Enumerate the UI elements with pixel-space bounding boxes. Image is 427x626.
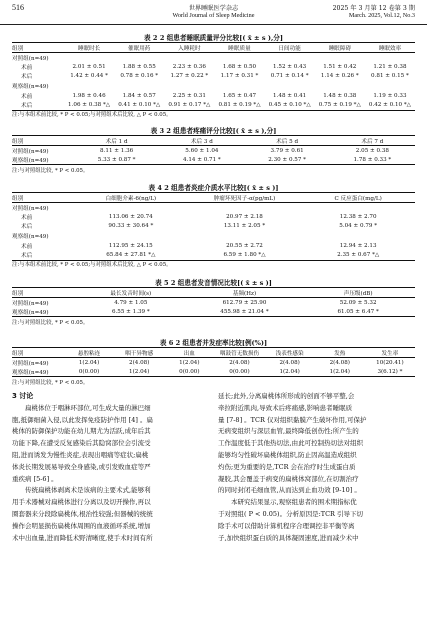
table2-cell bbox=[114, 53, 164, 63]
table2-cell: 1.48 ± 0.38 bbox=[323, 92, 357, 99]
table5-header-cell: 组别 bbox=[12, 288, 74, 298]
table6-note: 注:与对照组比较, * P < 0.05。 bbox=[12, 380, 89, 386]
table5-header-cell: 声压级(dB) bbox=[301, 288, 415, 298]
table2-row-label: 术后 bbox=[12, 100, 64, 110]
table3-header-cell: 术后 7 d bbox=[330, 136, 415, 146]
body-text-line: 灼伤;更为重要的是,TCR 会在治疗时生成蛋白质 bbox=[218, 462, 356, 471]
table3-row-label: 对照组(n=49) bbox=[12, 148, 49, 155]
table5-cell: 61.05 ± 6.47 * bbox=[301, 307, 415, 317]
table3-cell: 2.05 ± 0.38 bbox=[355, 147, 389, 154]
table2-cell: 1.68 ± 0.50 bbox=[222, 63, 257, 70]
table4-cell: 112.95 ± 24.15 bbox=[108, 242, 153, 249]
table2-cell: 0.91 ± 0.17 *△ bbox=[164, 100, 214, 110]
table2-row-label: 观察组(n=49) bbox=[12, 84, 49, 91]
body-text-line: 体炎长期发展易导致全身感染,或引发败血症等严 bbox=[12, 462, 151, 471]
table2-cell: 0.78 ± 0.16 * bbox=[120, 73, 159, 80]
table2-cell: 0.45 ± 0.10 *△ bbox=[265, 100, 315, 110]
table2-row bbox=[12, 72, 415, 82]
table4-header-cell: 白细胞介素-6(ng/L) bbox=[74, 193, 188, 203]
body-text-line: 于对照组( P < 0.05)。分析原因是:TCR 引导下切 bbox=[218, 509, 364, 518]
table4-cell: 20.55 ± 2.72 bbox=[226, 242, 263, 249]
table6 bbox=[12, 347, 415, 377]
table4-row-label: 术前 bbox=[21, 243, 33, 250]
body-text-line: 延长;此外,分离扁桃体所形成的创面不够平整,会 bbox=[218, 392, 355, 400]
table4-cell bbox=[188, 203, 302, 213]
table2-cell: 1.98 ± 0.46 bbox=[72, 92, 106, 99]
table2-cell bbox=[164, 81, 214, 91]
table4-row bbox=[12, 241, 415, 251]
table6-cell: 1(2.04) bbox=[78, 359, 100, 366]
table2-row-label: 术前 bbox=[21, 64, 33, 71]
table3-cell: 8.11 ± 1.36 bbox=[100, 147, 134, 154]
table6-header-cell: 发生率 bbox=[365, 348, 415, 358]
table4-row bbox=[12, 203, 415, 213]
table6-cell: 2(4.08) bbox=[329, 359, 350, 366]
body-text-line: 牵拉附近肌肉,导致术后疼痛感,影响患者睡眠质 bbox=[218, 403, 353, 412]
table3-cell: 5.33 ± 0.87 * bbox=[74, 155, 159, 165]
table5-cell: 52.09 ± 5.32 bbox=[339, 299, 377, 306]
table2-cell: 1.06 ± 0.38 *△ bbox=[64, 100, 114, 110]
table2-row-label: 术后 bbox=[21, 74, 33, 81]
table2-cell bbox=[114, 81, 164, 91]
table6-cell: 0(0.00) bbox=[64, 367, 114, 377]
body-text-line: 桃体的防御保护功能在幼儿期尤为活跃,成年后其 bbox=[12, 427, 151, 436]
table2-title: 表 2 2 组患者睡眠质量评分比较[( x̄ ± s ),分] bbox=[144, 34, 283, 42]
table2-cell bbox=[365, 81, 415, 91]
body-text-line: 用手术器械对扁桃体进行分离以及切开操作,再以 bbox=[12, 498, 151, 507]
table6-cell: 1(2.04) bbox=[114, 367, 164, 377]
table4-row bbox=[12, 212, 415, 222]
table6-cell: 1(2.04) bbox=[265, 367, 315, 377]
table5-cell: 612.79 ± 25.90 bbox=[222, 299, 267, 306]
table2-header-cell: 睡眠效率 bbox=[365, 43, 415, 53]
body-text-line: 传统扁桃体剥离术是该病的主要术式,能够利 bbox=[25, 486, 151, 495]
body-text-line: 功能下降,在遭受反复感染后其隐窝部位会引流受 bbox=[12, 439, 151, 448]
table2-row bbox=[12, 100, 415, 110]
table6-cell: 10(20.41) bbox=[376, 359, 404, 366]
table3-cell: 1.78 ± 0.33 * bbox=[330, 155, 415, 165]
table2-row bbox=[12, 81, 415, 91]
body-text-line: 术中出血量,进而降低术野清晰度,使手术时间有所 bbox=[12, 533, 153, 542]
table4-cell: 20.97 ± 2.18 bbox=[226, 213, 263, 220]
table2-cell: 2.25 ± 0.31 bbox=[172, 92, 206, 99]
body-text-line: 除手术可以借助计算机程序合理调控非平衡等离 bbox=[218, 521, 355, 530]
journal-title-cn: 世界睡眠医学杂志 bbox=[188, 5, 239, 12]
table5-cell: 6.55 ± 1.39 * bbox=[74, 307, 188, 317]
table2-cell: 1.88 ± 0.55 bbox=[122, 63, 156, 70]
table5-row bbox=[12, 307, 415, 317]
table2-header-cell: 睡眠质量 bbox=[214, 43, 264, 53]
issue-info-en: March. 2025, Vol.12, No.3 bbox=[348, 12, 415, 19]
table4-cell: 5.04 ± 0.79 * bbox=[339, 223, 378, 230]
table6-header-cell: 发热 bbox=[315, 348, 365, 358]
table2 bbox=[12, 42, 415, 111]
table2-cell: 0.42 ± 0.10 *△ bbox=[365, 100, 415, 110]
table2-row bbox=[12, 91, 415, 101]
table4-note: 注:与本组术前比较, * P < 0.05;与对照组术后比较, △ P < 0.05。 bbox=[12, 262, 172, 268]
table4-row bbox=[12, 231, 415, 241]
body-text-line: 无病变组织与深层血管,最终降低创伤性;所产生的 bbox=[218, 427, 359, 436]
table4-cell: 12.94 ± 2.13 bbox=[339, 242, 377, 249]
table3-header-cell: 术后 3 d bbox=[159, 136, 244, 146]
table6-cell: 1(2.04) bbox=[179, 359, 200, 366]
table2-header-cell: 入睡耗时 bbox=[164, 43, 214, 53]
table3-row-label: 观察组(n=49) bbox=[12, 155, 74, 165]
table4-row-label: 观察组(n=49) bbox=[12, 234, 49, 241]
body-text-line: 扁桃体位于咽淋环部位,可生成大量的淋巴细 bbox=[25, 403, 151, 412]
table4-cell bbox=[188, 231, 302, 241]
table5-cell: 4.79 ± 1.05 bbox=[114, 299, 148, 306]
table4-cell: 90.33 ± 30.64 * bbox=[108, 223, 154, 230]
table3-title: 表 3 2 组患者疼痛评分比较[( x̄ ± s ),分] bbox=[150, 127, 277, 135]
table6-cell: 0(0.00) bbox=[164, 367, 214, 377]
table6-cell: 1(2.04) bbox=[315, 367, 365, 377]
body-right-column bbox=[218, 391, 415, 544]
body-text-line: 子,加快组织蛋白质的具体凝固速度,进而减少术中 bbox=[218, 533, 359, 542]
table2-cell: 1.65 ± 0.47 bbox=[222, 92, 257, 99]
table2-cell: 0.75 ± 0.19 *△ bbox=[315, 100, 365, 110]
table5-cell: 455.98 ± 21.04 * bbox=[188, 307, 302, 317]
table4-header-cell: 肿瘤坏死因子-α(pg/mL) bbox=[188, 193, 302, 203]
table2-cell: 1.84 ± 0.57 bbox=[122, 92, 156, 99]
table6-cell: 2(4.08) bbox=[129, 359, 150, 366]
table6-header-cell: 咽鼓管无数损伤 bbox=[214, 348, 264, 358]
table2-header-cell: 日间功能 bbox=[265, 43, 315, 53]
table3-cell: 2.30 ± 0.57 * bbox=[245, 155, 330, 165]
table2-cell: 0.71 ± 0.14 * bbox=[270, 73, 309, 80]
body-text-line: 重疾病 [5-6] 。 bbox=[12, 474, 58, 483]
body-text-line: 圈套器来分段除扁桃体,根治性较强;但器械的统统 bbox=[12, 509, 153, 518]
table4-cell: 65.84 ± 27.81 *△ bbox=[74, 250, 188, 260]
table2-cell bbox=[64, 53, 114, 63]
table2-note: 注:与本组术前比较, * P < 0.05;与对照组术后比较, △ P < 0.05。 bbox=[12, 112, 172, 118]
body-text-line: 阻,进而诱发为慢性炎症,表现出咽痛等症状;扁桃 bbox=[12, 450, 149, 459]
table2-row-label: 对照组(n=49) bbox=[12, 55, 49, 62]
table2-cell: 1.19 ± 0.33 bbox=[373, 92, 407, 99]
table4-title: 表 4 2 组患者炎症介质水平比较[( x̄ ± s )] bbox=[148, 184, 279, 192]
table3 bbox=[12, 135, 415, 165]
table2-cell bbox=[64, 81, 114, 91]
journal-title-en: World Journal of Sleep Medicine bbox=[172, 12, 255, 19]
table2-cell: 1.51 ± 0.42 bbox=[323, 63, 357, 70]
table6-header-cell: 出血 bbox=[164, 348, 214, 358]
table2-cell: 2.23 ± 0.36 bbox=[172, 63, 206, 70]
table6-cell: 3(6.12) * bbox=[365, 367, 415, 377]
table2-cell bbox=[315, 53, 365, 63]
table5-header-cell: 最长发音时间(s) bbox=[74, 288, 188, 298]
table4-cell bbox=[301, 203, 415, 213]
table3-note: 注:与对照组比较, * P < 0.05。 bbox=[12, 168, 89, 174]
table2-row-label: 术前 bbox=[21, 93, 33, 100]
table3-cell: 3.79 ± 0.61 bbox=[270, 147, 304, 154]
table3-cell: 5.60 ± 1.04 bbox=[185, 147, 219, 154]
body-left-column bbox=[12, 391, 209, 544]
table3-cell: 4.14 ± 0.71 * bbox=[159, 155, 244, 165]
table6-cell: 2(4.08) bbox=[229, 359, 250, 366]
body-text-line: 能够均匀性破坏扁桃体组织,防止因高温造成组织 bbox=[218, 450, 357, 459]
table2-cell: 1.17 ± 0.31 * bbox=[220, 73, 259, 80]
table2-cell: 0.41 ± 0.10 *△ bbox=[114, 100, 164, 110]
table4-cell bbox=[301, 231, 415, 241]
table2-cell bbox=[214, 81, 264, 91]
table6-header-cell: 悬腔粘连 bbox=[64, 348, 114, 358]
table3-header-cell: 术后 1 d bbox=[74, 136, 159, 146]
table4-cell: 12.38 ± 2.70 bbox=[339, 213, 377, 220]
table3-header-cell: 组别 bbox=[12, 136, 74, 146]
body-text-line: 凝胶,其会覆盖于病变的扁桃体窝部位,在切割治疗 bbox=[218, 474, 359, 483]
table5-row-label: 对照组(n=49) bbox=[12, 300, 49, 307]
table4-header-cell: 组别 bbox=[12, 193, 74, 203]
table4-row bbox=[12, 250, 415, 260]
table2-cell: 1.27 ± 0.22 * bbox=[170, 73, 209, 80]
table6-row-label: 对照组(n=49) bbox=[12, 360, 49, 367]
table2-row bbox=[12, 62, 415, 72]
table2-cell: 1.48 ± 0.41 bbox=[273, 92, 307, 99]
table4 bbox=[12, 192, 415, 261]
table2-cell bbox=[214, 53, 264, 63]
table5-row-label: 观察组(n=49) bbox=[12, 307, 74, 317]
table6-row bbox=[12, 358, 415, 368]
body-text-line: 操作会明显损伤扁桃体周围的血液循环系统,增加 bbox=[12, 521, 151, 530]
table5 bbox=[12, 287, 415, 317]
issue-info-cn: 2025 年 3 月第 12 卷第 3 期 bbox=[332, 5, 415, 12]
table6-title: 表 6 2 组患者并发症率比较[例(%)] bbox=[159, 339, 268, 347]
table6-row bbox=[12, 367, 415, 377]
table5-header-cell: 基频(Hz) bbox=[188, 288, 302, 298]
table4-row-label: 对照组(n=49) bbox=[12, 205, 49, 212]
table4-cell bbox=[74, 203, 188, 213]
table2-header-cell: 组别 bbox=[12, 43, 64, 53]
body-text-line: 本研究结果显示,观察组患者的围术期指标优 bbox=[231, 498, 357, 507]
table2-cell bbox=[164, 53, 214, 63]
body-text-line: 的同时封闭毛细血管,从而达到止血功效 [9-10] 。 bbox=[218, 486, 361, 495]
table2-header-cell: 睡眠时长 bbox=[64, 43, 114, 53]
table6-header-cell: 浅表性感染 bbox=[265, 348, 315, 358]
running-header bbox=[0, 0, 427, 25]
table2-header-cell: 催眠用药 bbox=[114, 43, 164, 53]
table4-row bbox=[12, 222, 415, 232]
table2-cell bbox=[265, 81, 315, 91]
section-heading: 3 讨论 bbox=[12, 392, 34, 400]
table2-cell: 1.52 ± 0.43 bbox=[273, 63, 307, 70]
table3-row bbox=[12, 155, 415, 165]
table2-cell: 1.14 ± 0.26 * bbox=[320, 73, 359, 80]
table6-row-label: 观察组(n=49) bbox=[12, 367, 64, 377]
table4-cell: 2.35 ± 0.67 *△ bbox=[301, 250, 415, 260]
table4-row-label: 术前 bbox=[21, 214, 33, 221]
table4-cell bbox=[74, 231, 188, 241]
body-text-line: 量 [7-8] 。TCR 仅对组织黏膜产生破坏作用,可保护 bbox=[218, 415, 367, 424]
table2-cell: 2.01 ± 0.51 bbox=[72, 63, 106, 70]
table2-cell: 1.21 ± 0.38 bbox=[373, 63, 407, 70]
table2-cell: 0.81 ± 0.15 * bbox=[371, 73, 409, 80]
table4-row-label: 术后 bbox=[12, 250, 74, 260]
table6-header-cell: 组别 bbox=[12, 348, 64, 358]
table6-header-cell: 咽干异物感 bbox=[114, 348, 164, 358]
table5-title: 表 5 2 组患者发音情况比较[( x̄ ± s )] bbox=[155, 279, 272, 287]
table2-row bbox=[12, 53, 415, 63]
table6-cell: 2(4.08) bbox=[279, 359, 300, 366]
table2-cell bbox=[265, 53, 315, 63]
table3-header-cell: 术后 5 d bbox=[245, 136, 330, 146]
table2-cell bbox=[315, 81, 365, 91]
table4-cell: 13.11 ± 2.05 * bbox=[223, 223, 266, 230]
table2-cell bbox=[365, 53, 415, 63]
table4-row-label: 术后 bbox=[21, 224, 33, 231]
table3-row bbox=[12, 146, 415, 156]
table2-cell: 1.42 ± 0.44 * bbox=[70, 73, 108, 80]
table2-cell: 0.81 ± 0.19 *△ bbox=[214, 100, 264, 110]
table2-header-cell: 睡眠障碍 bbox=[315, 43, 365, 53]
table6-cell: 0(0.00) bbox=[214, 367, 264, 377]
table5-note: 注:与对照组比较, * P < 0.05。 bbox=[12, 320, 89, 326]
body-text-line: 工作温度低于其他热切法,由此可控制热切法对组织 bbox=[218, 439, 364, 448]
page-number: 516 bbox=[12, 3, 24, 12]
table5-row bbox=[12, 298, 415, 308]
table4-header-cell: C 反应蛋白(mg/L) bbox=[301, 193, 415, 203]
table4-cell: 6.59 ± 1.80 *△ bbox=[188, 250, 302, 260]
body-text-line: 胞,抵御细菌入侵,以此发挥免疫防护作用 [4] 。扁 bbox=[12, 415, 153, 424]
table4-cell: 113.06 ± 20.74 bbox=[108, 213, 153, 220]
